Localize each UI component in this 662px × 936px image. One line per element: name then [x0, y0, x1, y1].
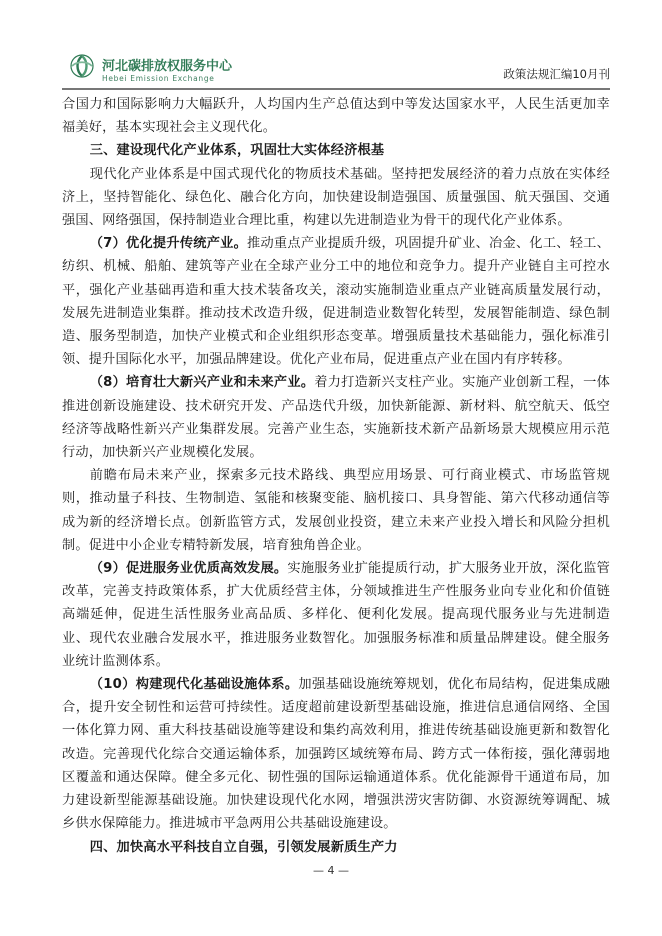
- document-body: [62, 93, 610, 859]
- org-name-en: Hebei Emission Exchange: [102, 74, 215, 83]
- org-name-cn: 河北碳排放权服务中心: [102, 59, 233, 74]
- header-divider: [62, 88, 610, 90]
- page-header: [62, 40, 610, 88]
- subsection-text: 推动重点产业提质升级，巩固提升矿业、冶金、化工、轻工、纺织、机械、船舶、建筑等产业在全球产业分工中的地位和竞争力。提升产业链自主可控水平，强化产业基础再造和重大技术装备攻关，滚动实施制造业重点产业链高质量发展行动，发展先进制造业集群。推动技术改造升级，促进制造业数智化转型，发展智能制造、绿色制造、服务型制造，加快产业模式和企业组织形态变革。增强质量技术基础能力，强化标准引领、提升国际化水平，加强品牌建设。优化产业布局，促进重点产业在国内有序转移。: [62, 236, 610, 368]
- section-heading: 四、加快高水平科技自立自强，引领发展新质生产力: [89, 839, 398, 855]
- subsection-text: 实施服务业扩能提质行动，扩大服务业开放，深化监管改革，完善支持政策体系，扩大优质经营主体，分领域推进生产性服务业向专业化和价值链高端延伸，促进生活性服务业高品质、多样化、便利化发展。提高现代服务业与先进制造业、现代农业融合发展水平，推进服务业数智化。加强服务标准和质量品牌建设。健全服务业统计监测体系。: [62, 561, 610, 669]
- section-heading: 三、建设现代化产业体系，巩固壮大实体经济根基: [89, 143, 385, 159]
- issue-title: 政策法规汇编10月刊: [503, 67, 610, 81]
- paragraph: [62, 557, 610, 673]
- paragraph: [62, 673, 610, 835]
- page-number: — 4 —: [313, 864, 349, 877]
- subsection-title: （10）构建现代化基础设施体系。: [89, 677, 299, 693]
- subsection-text: 加强基础设施统筹规划，优化布局结构，促进集成融合，提升安全韧性和运营可持续性。适度超前建设新型基础设施，推进信息通信网络、全国一体化算力网、重大科技基础设施等建设和集约高效利用，推进传统基础设施更新和数智化改造。完善现代化综合交通运输体系，加强跨区域统筹布局、跨方式一体衔接，强化薄弱地区覆盖和通达保障。健全多元化、韧性强的国际运输通道体系。优化能源骨干通道布局，加力建设新型能源基础设施。加快建设现代化水网，增强洪涝灾害防御、水资源统筹调配、城乡供水保障能力。推进城市平急两用公共基础设施建设。: [62, 677, 610, 832]
- paragraph: [62, 371, 610, 464]
- paragraph: 前瞻布局未来产业，探索多元技术路线、典型应用场景、可行商业模式、市场监管规则，推动量子科技、生物制造、氢能和核聚变能、脑机接口、具身智能、第六代移动通信等成为新的经济增长点。创新监管方式，发展创业投资，建立未来产业投入增长和风险分担机制。促进中小企业专精特新发展，培育独角兽企业。: [62, 468, 610, 553]
- subsection-text: 着力打造新兴支柱产业。实施产业创新工程，一体推进创新设施建设、技术研究开发、产品迭代升级，加快新能源、新材料、航空航天、低空经济等战略性新兴产业集群发展。完善产业生态，实施新技术新产品新场景大规模应用示范行动，加快新兴产业规模化发展。: [62, 375, 610, 461]
- subsection-title: （7）优化提升传统产业。: [89, 236, 248, 252]
- paragraph: 现代化产业体系是中国式现代化的物质技术基础。坚持把发展经济的着力点放在实体经济上，坚持智能化、绿色化、融合化方向，加快建设制造强国、质量强国、航天强国、交通强国、网络强国，保持制造业合理比重，构建以先进制造业为骨干的现代化产业体系。: [62, 166, 610, 229]
- paragraph: 合国力和国际影响力大幅跃升，人均国内生产总值达到中等发达国家水平，人民生活更加幸福美好，基本实现社会主义现代化。: [62, 97, 610, 136]
- paragraph: [62, 232, 610, 371]
- subsection-title: （9）促进服务业优质高效发展。: [89, 561, 288, 577]
- subsection-title: （8）培育壮大新兴产业和未来产业。: [89, 375, 315, 391]
- hebei-emission-logo-icon: [70, 54, 94, 78]
